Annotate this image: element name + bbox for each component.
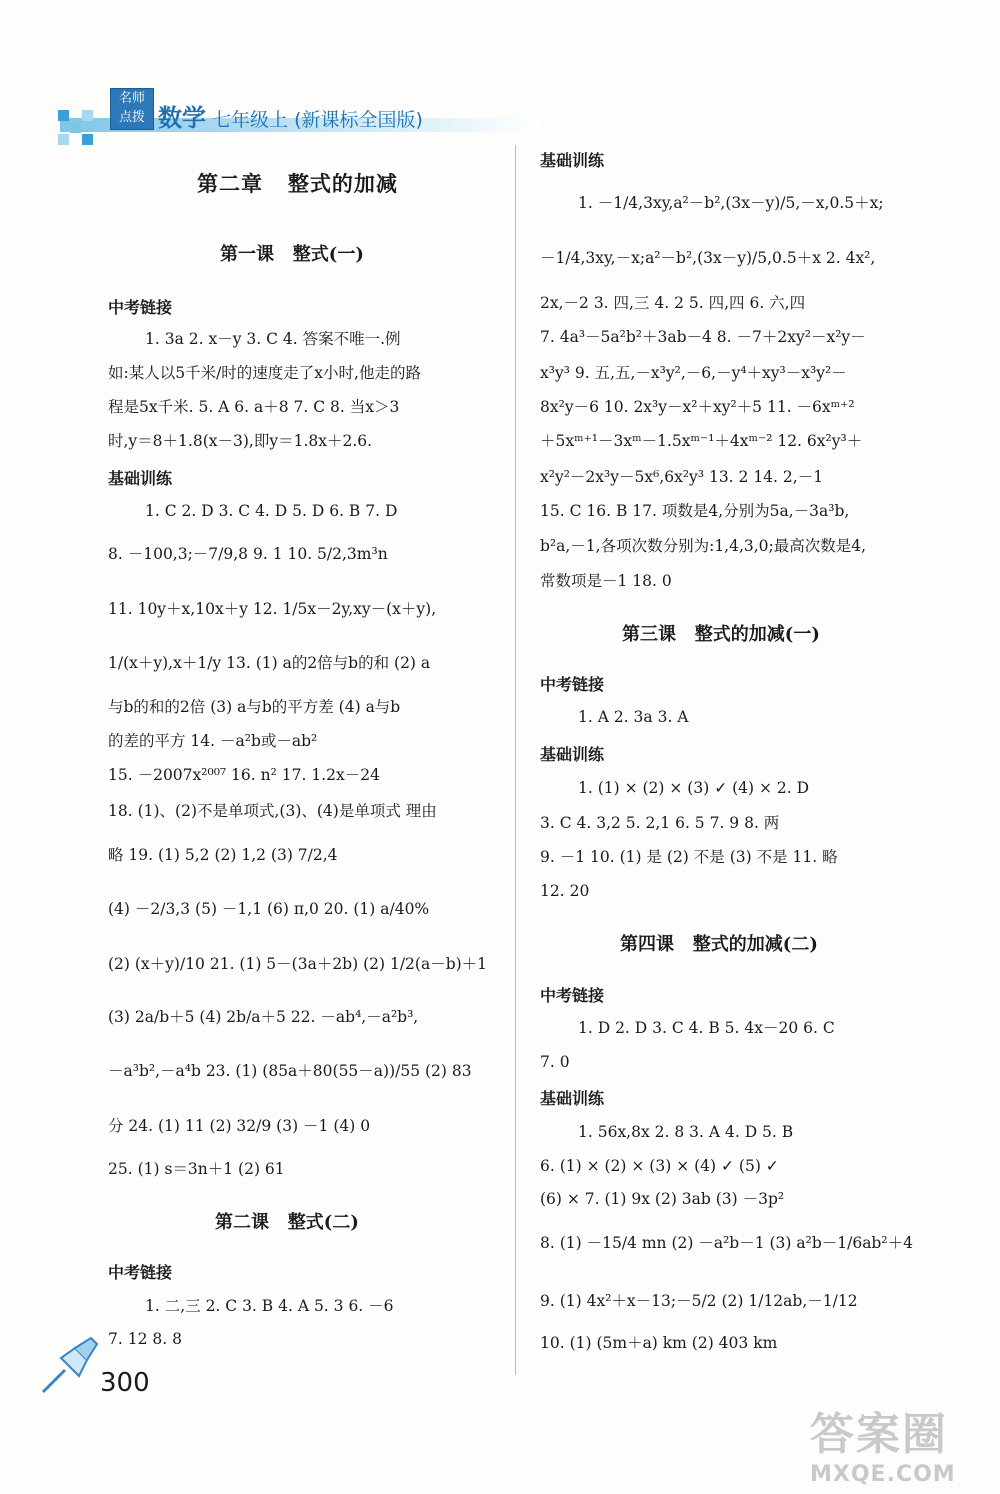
series-logo — [110, 88, 154, 130]
section-jichu-0: 基础训练 — [540, 151, 605, 170]
section-jichu-3: 基础训练 — [540, 745, 605, 764]
section-jichu-4: 基础训练 — [540, 1089, 605, 1108]
answer-line: 1. －1/4,3xy,a²－b²,(3x－y)/5,－x,0.5＋x; — [578, 194, 884, 212]
answer-line: 1/(x＋y),x＋1/y 13. (1) a的2倍与b的和 (2) a — [108, 654, 431, 672]
header-edition: (新课标全国版) — [294, 109, 423, 131]
answer-line: 18. (1)、(2)不是单项式,(3)、(4)是单项式 理由 — [108, 802, 437, 820]
header-subject: 数学 — [158, 104, 206, 132]
answer-line: 如:某人以5千米/时的速度走了x小时,他走的路 — [108, 364, 421, 382]
answer-line: 6. (1) × (2) × (3) × (4) ✓ (5) ✓ — [540, 1157, 779, 1175]
answer-line: 1. D 2. D 3. C 4. B 5. 4x－20 6. C — [578, 1019, 835, 1037]
answer-line: 9. (1) 4x²＋x－13;－5/2 (2) 1/12ab,－1/12 — [540, 1292, 858, 1310]
header-decoration — [58, 100, 98, 150]
answer-line: 3. C 4. 3,2 5. 2,1 6. 5 7. 9 8. 两 — [540, 814, 780, 832]
lesson-1-title: 第一课 整式(一) — [220, 244, 364, 265]
answer-line: －1/4,3xy,－x;a²－b²,(3x－y)/5,0.5＋x 2. 4x², — [540, 249, 876, 267]
answer-line: x³y³ 9. 五,五,－x³y²,－6,－y⁴＋xy³－x³y²－ — [540, 364, 847, 382]
answer-line: 1. (1) × (2) × (3) ✓ (4) × 2. D — [578, 779, 810, 797]
answer-line: 的差的平方 14. －a²b或－ab² — [108, 732, 318, 750]
section-zhongkao-3: 中考链接 — [540, 675, 605, 694]
answer-line: 时,y＝8＋1.8(x－3),即y＝1.8x＋2.6. — [108, 432, 373, 450]
watermark-bottom: MXQE.COM — [810, 1462, 956, 1487]
answer-line: ＋5xᵐ⁺¹－3xᵐ－1.5xᵐ⁻¹＋4xᵐ⁻² 12. 6x²y³＋ — [540, 432, 863, 450]
answer-line: 12. 20 — [540, 882, 590, 900]
answer-line: x²y²－2x³y－5x⁶,6x²y³ 13. 2 14. 2,－1 — [540, 468, 824, 486]
lesson-4-title: 第四课 整式的加减(二) — [620, 934, 818, 955]
pushpin-icon — [35, 1330, 105, 1400]
answer-line: 7. 0 — [540, 1053, 570, 1071]
answer-line: 分 24. (1) 11 (2) 32/9 (3) －1 (4) 0 — [108, 1117, 371, 1135]
section-jichu-1: 基础训练 — [108, 469, 173, 488]
page-number: 300 — [100, 1368, 150, 1398]
running-header — [158, 98, 423, 133]
answer-line: 8x²y－6 10. 2x³y－x²＋xy²＋5 11. －6xᵐ⁺² — [540, 398, 855, 416]
answer-line: 1. 二,三 2. C 3. B 4. A 5. 3 6. －6 — [145, 1297, 394, 1315]
answer-line: (3) 2a/b＋5 (4) 2b/a＋5 22. －ab⁴,－a²b³, — [108, 1008, 419, 1026]
logo-top: 名师 — [118, 91, 145, 106]
answer-line: (6) × 7. (1) 9x (2) 3ab (3) －3p² — [540, 1190, 785, 1208]
answer-line: (2) (x＋y)/10 21. (1) 5－(3a＋2b) (2) 1/2(a－b)＋1 — [108, 955, 488, 973]
answer-line: 1. C 2. D 3. C 4. D 5. D 6. B 7. D — [145, 502, 398, 520]
lesson-3-title: 第三课 整式的加减(一) — [622, 624, 820, 645]
chapter-title: 第二章 整式的加减 — [197, 171, 398, 196]
answer-line: 与b的和的2倍 (3) a与b的平方差 (4) a与b — [108, 698, 401, 716]
answer-line: 1. A 2. 3a 3. A — [578, 708, 689, 726]
answer-line: 15. C 16. B 17. 项数是4,分别为5a,－3a³b, — [540, 502, 850, 520]
lesson-2-title: 第二课 整式(二) — [215, 1212, 359, 1233]
column-divider — [515, 145, 516, 1375]
answer-line: 8. (1) －15/4 mn (2) －a²b－1 (3) a²b－1/6ab²＋4 — [540, 1234, 913, 1252]
section-zhongkao-4: 中考链接 — [540, 986, 605, 1005]
answer-line: 程是5x千米. 5. A 6. a＋8 7. C 8. 当x＞3 — [108, 398, 400, 416]
answer-line: 1. 56x,8x 2. 8 3. A 4. D 5. B — [578, 1123, 794, 1141]
answer-line: 1. 3a 2. x－y 3. C 4. 答案不唯一.例 — [145, 330, 401, 348]
answer-line: 略 19. (1) 5,2 (2) 1,2 (3) 7/2,4 — [108, 846, 338, 864]
answer-line: b²a,－1,各项次数分别为:1,4,3,0;最高次数是4, — [540, 537, 867, 555]
answer-line: 2x,－2 3. 四,三 4. 2 5. 四,四 6. 六,四 — [540, 294, 806, 312]
answer-line: 7. 4a³－5a²b²＋3ab－4 8. －7＋2xy²－x²y－ — [540, 328, 866, 346]
watermark-top: 答案圈 — [810, 1409, 948, 1460]
answer-line: 11. 10y＋x,10x＋y 12. 1/5x－2y,xy－(x＋y), — [108, 600, 437, 618]
watermark — [810, 1398, 990, 1488]
section-zhongkao-1: 中考链接 — [108, 298, 173, 317]
answer-line: －a³b²,－a⁴b 23. (1) (85a＋80(55－a))/55 (2) 83 — [108, 1062, 472, 1080]
answer-line: 9. －1 10. (1) 是 (2) 不是 (3) 不是 11. 略 — [540, 848, 838, 866]
answer-line: 8. －100,3;－7/9,8 9. 1 10. 5/2,3m³n — [108, 545, 388, 563]
answer-line: (4) －2/3,3 (5) －1,1 (6) π,0 20. (1) a/40% — [108, 900, 430, 918]
answer-line: 15. －2007x²⁰⁰⁷ 16. n² 17. 1.2x－24 — [108, 766, 380, 784]
header-grade: 七年级上 — [212, 109, 289, 131]
answer-line: 25. (1) s＝3n＋1 (2) 61 — [108, 1160, 285, 1178]
answer-line: 10. (1) (5m＋a) km (2) 403 km — [540, 1334, 778, 1352]
section-zhongkao-2: 中考链接 — [108, 1263, 173, 1282]
answer-line: 常数项是－1 18. 0 — [540, 572, 672, 590]
answer-line: 7. 12 8. 8 — [108, 1330, 182, 1348]
logo-bottom: 点拨 — [118, 110, 145, 125]
